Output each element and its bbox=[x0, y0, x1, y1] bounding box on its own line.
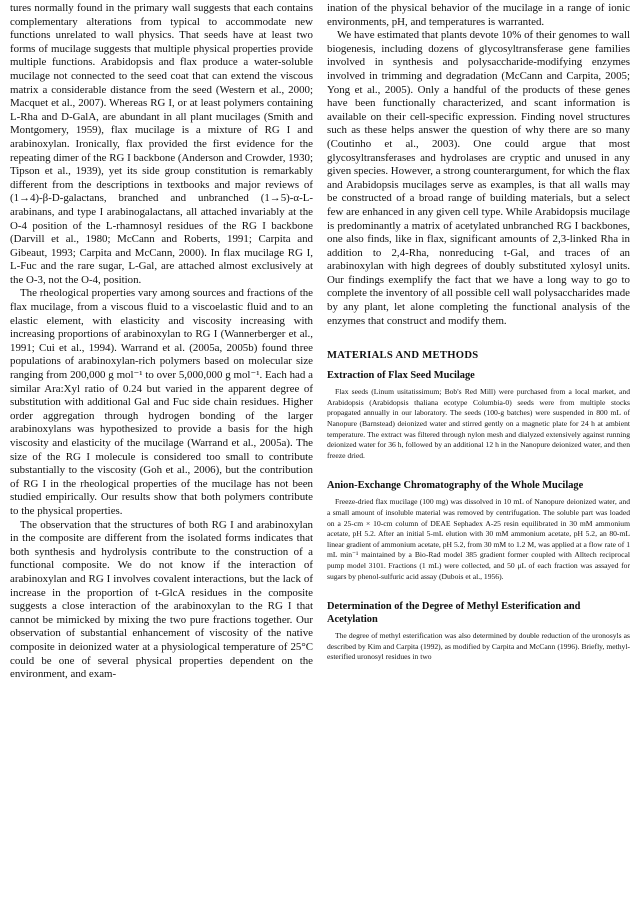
paragraph: We have estimated that plants devote 10% of their genomes to wall biogenesis, including dozens of glycosyltransferase gene families involved in synthesis and polysaccharide-modifying enzymes involved in trimming and degradation (McCann and Carpita, 2005; Yong et al., 2005). Only a handful of the products of these genes have been functionally characterized, and scant information is available on their cell-specific expression. Finding novel structures such as these helps answer the question of why there are so many (Coutinho et al., 2003). One could argue that most glycosyltransferases and hydrolases are cryptic and unused in any given species. However, a strong counterargument, for which the flax and Arabidopsis mucilages serve as examples, is that all walls may be constructed of a broad range of building materials, but a select few are enhanced in any given cell type. While Arabidopsis mucilage is predominantly a matrix of acetylated unbranched RG I backbones, one also finds, like in flax, significant amounts of 2,3-linked Rha in addition to 2,4-Rha, nonreducing t-Gal, and traces of an arabinoxylan with high degrees of doubly substituted xylosyl units. Our findings exemplify the fact that we have a long way to go to complete the inventory of all possible cell wall polysaccharides made by any plant, let alone completing the functional analysis of the enzymes that construct and modify them. bbox=[327, 29, 630, 327]
subsection-heading: Extraction of Flax Seed Mucilage bbox=[327, 370, 475, 382]
subsection-text: Freeze-dried flax mucilage (100 mg) was dissolved in 10 mL of Nanopure deionized water, and a small amount of insoluble material was removed by centrifugation. The soluble part was loaded on a 25-cm × 10-cm column of DEAE Sephadex A-25 resin equilibrated in 30 mM ammonium acetate, pH 5.2. After an initial 5-mL elution with 30 mM ammonium acetate, pH 5.2, an 80-mL linear gradient of ammonium acetate, pH 5.2, from 30 mM to 1.2 M, was applied at a flow rate of 1 mL min⁻¹ maintained by a Bio-Rad model 385 gradient former coupled with Alltech reciprocal pump model 3101. Fractions (1 mL) were collected, and 50 μL of each fraction was assayed for sugars by phenol-sulfuric acid assay (Dubois et al., 1956). bbox=[327, 497, 630, 581]
subsection-text: Flax seeds (Linum usitatissimum; Bob's Red Mill) were purchased from a local market, and Arabidopsis (Arabidopsis thaliana ecotype Columbia-0) seeds were from multiple stocks propagated annually in our laboratory. The seeds (100-g batches) were suspended in 800 mL of Nanopure (Barnstead) deionized water and stirred gently on a magnetic plate for 24 h at ambient temperature. The extract was filtered through nylon mesh and dialyzed extensively against running deionized water for 36 h, followed by an additional 12 h in the Nanopure deionized water, and then freeze dried. bbox=[327, 387, 630, 460]
section-heading: MATERIALS AND METHODS bbox=[327, 350, 479, 362]
subsection-text: The degree of methyl esterification was also determined by double reduction of the uronosyls as described by Kim and Carpita (1992), as modified by Carpita and McCann (1996). Briefly, methyl-esterified uronosyl residues in two bbox=[327, 631, 630, 662]
right-column bbox=[327, 2, 630, 900]
subsection-heading: Determination of the Degree of Methyl Esterification and Acetylation bbox=[327, 601, 581, 626]
paragraph: The rheological properties vary among sources and fractions of the flax mucilage, from a viscous fluid to a viscoelastic fluid and to an elastic element, with elasticity and viscosity increasing with increasing proportions of arabinoxylan to RG I (Wannerberger et al., 1991; Cui et al., 1994). Warrand et al. (2005a, 2005b) found three populations of arabinoxylan-rich polymers based on molecular size ranging from 200,000 g mol⁻¹ to over 5,000,000 g mol⁻¹. Each had a similar Ara:Xyl ratio of 0.24 but varied in the apparent degree of substitution with additional Gal and Fuc side chain residues. Higher order aggregation through hydrogen bonding of the larger arabinoxylans was hypothesized to provide a basis for the high viscosity and elasticity of the mucilage (Warrand et al., 2005a). The size of the RG I molecule is considered too small to contribute substantially to the viscosity (Goh et al., 2006), but the contribution of RG I in the rheological properties of the mucilage has not been studied empirically. Our results show that both polymers contribute to the physical properties. bbox=[10, 287, 313, 517]
paragraph: tures normally found in the primary wall suggests that each contains complementary alterations from typical to accommodate new functions unrelated to wall physics. That seeds have at least two forms of mucilage suggests that multiple physical properties provide multiple functions. Arabidopsis and flax produce a water-soluble mucilage not connected to the seed coat that can extend the viscous matrix a considerable distance from the seed (Western et al., 2000; Macquet et al., 2007). Whereas RG I, or at least polymers containing L-Rha and D-GalA, are abundant in all plant mucilages (Smith and Montgomery, 1959), flax mucilage is a mixture of RG I and arabinoxylan. Ironically, flax provided the first evidence for the repeating dimer of the RG I backbone (Anderson and Crowder, 1930; Tipson et al., 1939), yet its side group constitution is remarkably different from the descriptions in textbooks and major reviews of (1→4)-β-D-galactans, branched and unbranched (1→5)-α-L-arabinans, and type I arabinogalactans, all attached invariably at the O-4 position of the L-rhamnosyl residues of the RG I backbone (Darvill et al., 1980; McCann and Roberts, 1991; Carpita and Gibeaut, 1993; Carpita and McCann, 2000). In flax mucilage RG I, L-Fuc and the rare sugar, L-Gal, are attached almost exclusively at the O-3, not the O-4, position. bbox=[10, 2, 313, 286]
left-column bbox=[10, 2, 313, 900]
paragraph: ination of the physical behavior of the mucilage in a range of ionic environments, pH, and temperatures is warranted. bbox=[327, 2, 630, 28]
paragraph: The observation that the structures of both RG I and arabinoxylan in the composite are different from the isolated forms indicates that both synthesis and hydrolysis contribute to the construction of a functional composite. We do not know if the interaction of arabinoxylan and RG I involves covalent interactions, but the lack of increase in the proportion of t-GlcA residues in the composite suggests a close interaction of the arabinoxylan to the RG I that cannot be mimicked by mixing the two pure fractions together. Our observation of substantial enhancement of viscosity of the native composite in deionized water at a physiological temperature of 25°C could be one of several physical properties dependent on the environment, and exam- bbox=[10, 518, 313, 681]
subsection-heading: Anion-Exchange Chromatography of the Whole Mucilage bbox=[327, 480, 584, 492]
